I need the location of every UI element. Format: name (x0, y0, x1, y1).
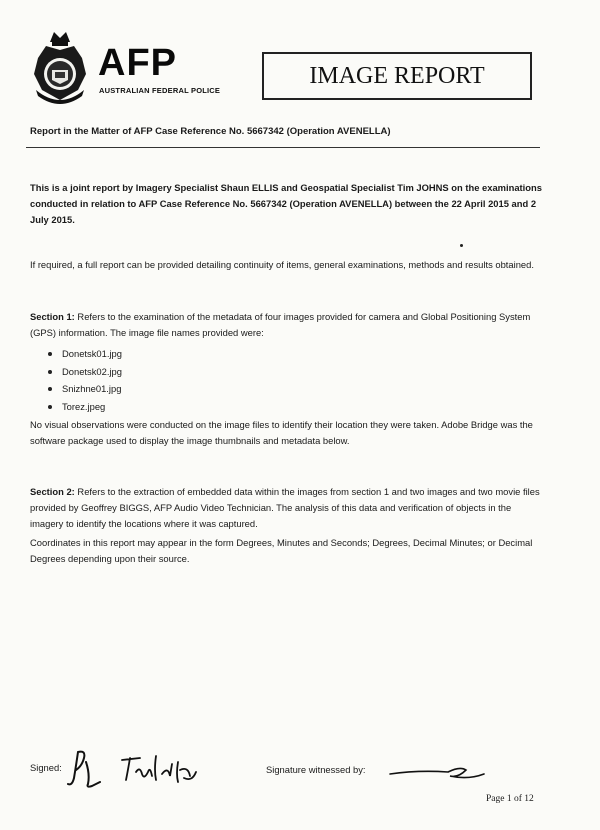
image-file-list (48, 345, 122, 415)
signature-1-icon (64, 748, 104, 790)
header-divider (26, 147, 540, 148)
list-item: Donetsk02.jpg (48, 363, 122, 381)
report-title-box (262, 52, 532, 100)
list-item: Donetsk01.jpg (48, 345, 122, 363)
page-number: Page 1 of 12 (486, 794, 534, 804)
section-1-paragraph (30, 309, 546, 341)
agency-name: AUSTRALIAN FEDERAL POLICE (99, 86, 221, 95)
full-report-note: If required, a full report can be provided detailing continuity of items, general examinations, methods and results obtained. (30, 259, 534, 270)
coordinates-note: Coordinates in this report may appear in the form Degrees, Minutes and Seconds; Degrees, Decimal Minutes; or Decimal Degrees depending upon their source. (30, 537, 533, 564)
report-title: IMAGE REPORT (309, 62, 485, 89)
list-item: Snizhne01.jpg (48, 380, 122, 398)
signed-label: Signed: (30, 762, 62, 773)
matter-line: Report in the Matter of AFP Case Reference No. 5667342 (Operation AVENELLA) (30, 126, 391, 137)
afp-crest-icon (28, 28, 92, 106)
section-1-label: Section 1: (30, 311, 75, 322)
list-item: Torez.jpeg (48, 398, 122, 416)
intro-paragraph: This is a joint report by Imagery Specialist Shaun ELLIS and Geospatial Specialist Tim JOHNS on the examinations conducted in relation to AFP Case Reference No. 5667342 (Operation AVENELLA) between the 22 April 2015 and 2 July 2015. (30, 182, 542, 225)
section-2-label: Section 2: (30, 486, 75, 497)
signature-2-icon (118, 752, 200, 786)
no-visual-observations: No visual observations were conducted on the image files to identify their location they were taken. Adobe Bridge was the software package used to display the image thumbnails and metadata below. (30, 419, 533, 446)
scan-speck (460, 244, 463, 247)
witness-signature-icon (388, 762, 488, 784)
afp-wordmark: AFP (98, 42, 177, 84)
section-1-text: Refers to the examination of the metadata of four images provided for camera and Global Positioning System (GPS) information. The image file names provided were: (30, 311, 531, 338)
section-2-text: Refers to the extraction of embedded data within the images from section 1 and two images and two movie files provided by Geoffrey BIGGS, AFP Audio Video Technician. The analysis of this data and verification of objects in the imagery to identify the locations where it was captured. (30, 486, 540, 529)
witness-label: Signature witnessed by: (266, 764, 366, 775)
section-2-paragraph (30, 484, 546, 532)
